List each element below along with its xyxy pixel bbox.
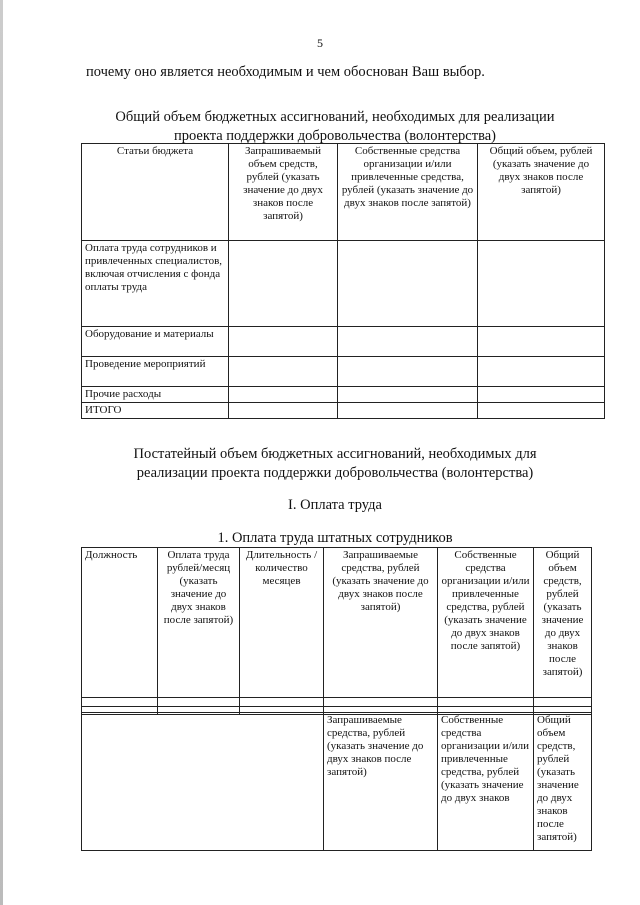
table-cell	[229, 403, 338, 419]
table-cell	[438, 698, 534, 707]
table-cell	[338, 327, 478, 357]
table-cell	[478, 387, 605, 403]
table-cell	[240, 698, 324, 707]
table-cell	[478, 403, 605, 419]
table-cell	[338, 241, 478, 327]
header-own-funds: Собственные средства организации и/или привлеченные средства, рублей (указать значение до двух знаков после запятой)	[438, 548, 534, 698]
table-cell	[478, 357, 605, 387]
header-budget-items: Статьи бюджета	[82, 144, 229, 241]
table-cell	[338, 357, 478, 387]
table1-title-line1: Общий объем бюджетных ассигнований, необходимых для реализации	[115, 109, 555, 125]
header-own-funds: Собственные средства организации и/или привлеченные средства, рублей (указать значение до двух знаков после запятой)	[338, 144, 478, 241]
header-total: Общий объем средств, рублей (указать значение до двух знаков после запятой)	[534, 713, 592, 851]
table-cell	[82, 698, 158, 707]
table-cell	[229, 327, 338, 357]
table-cell	[229, 357, 338, 387]
scan-edge	[0, 0, 3, 905]
header-total: Общий объем средств, рублей (указать значение до двух знаков после запятой)	[534, 548, 592, 698]
table-cell	[534, 698, 592, 707]
table-cell	[324, 698, 438, 707]
table-cell	[478, 241, 605, 327]
header-requested: Запрашиваемые средства, рублей (указать значение до двух знаков после запятой)	[324, 548, 438, 698]
table1-title	[70, 108, 600, 146]
intro-line: почему оно является необходимым и чем обоснован Ваш выбор.	[86, 64, 485, 80]
header-duration: Длительность / количество месяцев	[240, 548, 324, 698]
table1-title-line2: проекта поддержки добровольчества (волонтерства)	[173, 128, 496, 144]
table-cell	[478, 327, 605, 357]
section2-title-line2: реализации проекта поддержки добровольчества (волонтерства)	[136, 465, 534, 481]
row-label-salary: Оплата труда сотрудников и привлеченных специалистов, включая отчисления с фонда оплаты труда	[82, 241, 229, 327]
section2-title-line1: Постатейный объем бюджетных ассигнований, необходимых для	[133, 446, 537, 462]
row-label-equipment: Оборудование и материалы	[82, 327, 229, 357]
header-position: Должность	[82, 548, 158, 698]
row-label-events: Проведение мероприятий	[82, 357, 229, 387]
row-label-total: ИТОГО	[82, 403, 229, 419]
page-number: 5	[317, 36, 323, 50]
staff-table-title: 1. Оплата труда штатных сотрудников	[217, 530, 453, 546]
header-requested: Запрашиваемый объем средств, рублей (указать значение до двух знаков после запятой)	[229, 144, 338, 241]
staff-salary-table	[81, 547, 592, 715]
budget-summary-table	[81, 143, 605, 419]
header-total: Общий объем, рублей (указать значение до двух знаков после запятой)	[478, 144, 605, 241]
section-subtitle: I. Оплата труда	[288, 497, 382, 513]
table-cell	[82, 713, 324, 851]
staff-salary-summary-table	[81, 712, 592, 851]
table-cell	[229, 387, 338, 403]
header-own-funds: Собственные средства организации и/или привлеченные средства, рублей (указать значение до двух знаков	[438, 713, 534, 851]
table-cell	[229, 241, 338, 327]
header-monthly-pay: Оплата труда рублей/месяц (указать значение до двух знаков после запятой)	[158, 548, 240, 698]
header-requested: Запрашиваемые средства, рублей (указать значение до двух знаков после запятой)	[324, 713, 438, 851]
row-label-other: Прочие расходы	[82, 387, 229, 403]
section2-title	[70, 445, 600, 483]
table-cell	[158, 698, 240, 707]
table-cell	[338, 403, 478, 419]
table-cell	[338, 387, 478, 403]
